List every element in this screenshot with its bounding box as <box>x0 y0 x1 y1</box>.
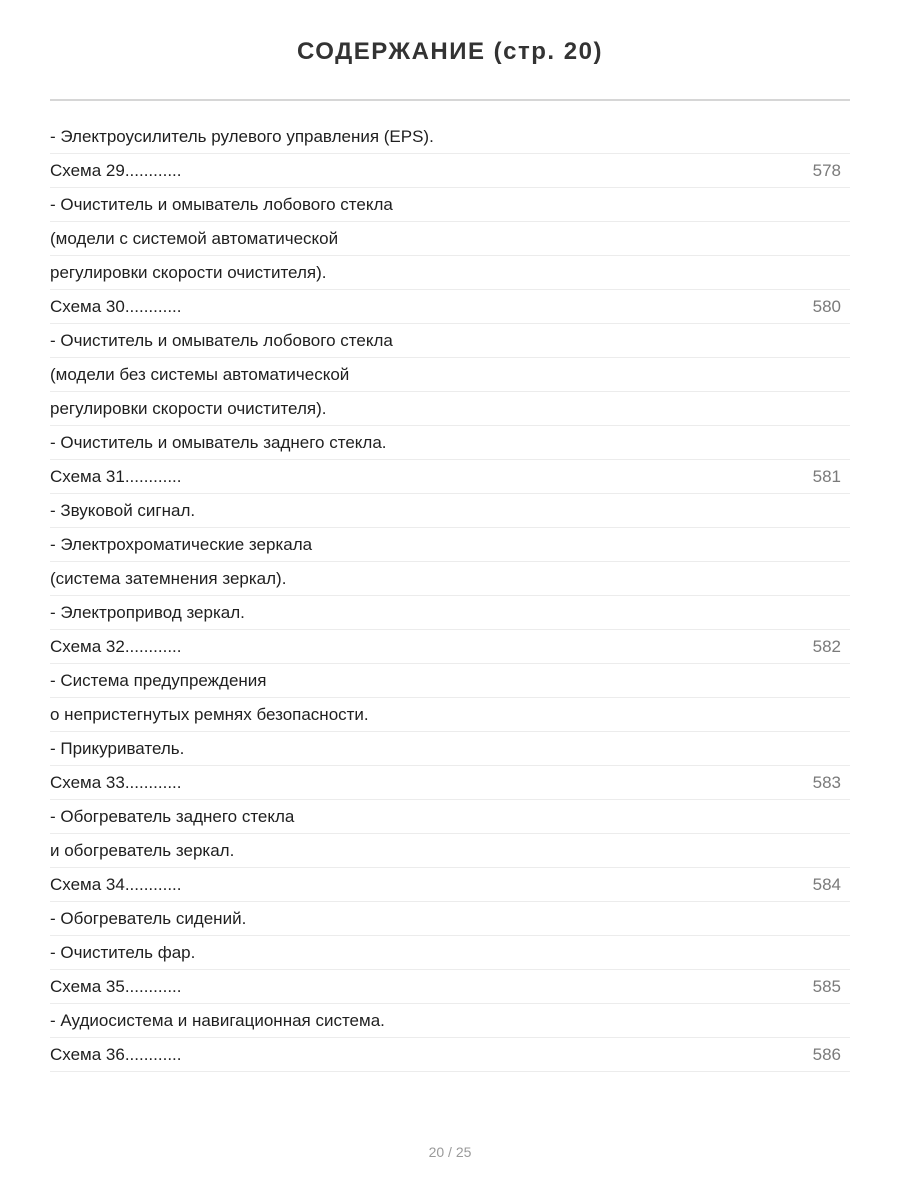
title-divider <box>50 99 850 101</box>
toc-row <box>50 154 850 188</box>
toc-page-number: 580 <box>812 297 841 316</box>
toc-entry-text: - Электропривод зеркал. <box>50 603 245 622</box>
toc-entry-text: - Очиститель и омыватель заднего стекла. <box>50 433 387 452</box>
toc-page-number: 585 <box>812 977 841 996</box>
toc-entry-text: - Обогреватель заднего стекла <box>50 807 295 826</box>
toc-row <box>50 324 850 358</box>
toc-row <box>50 834 850 868</box>
toc-row <box>50 460 850 494</box>
toc-entry-text: Схема 35............ <box>50 977 182 996</box>
toc-entry-text: (модели с системой автоматической <box>50 229 339 248</box>
toc-entry-text: Схема 36............ <box>50 1045 182 1064</box>
toc-entry-text: регулировки скорости очистителя). <box>50 399 327 418</box>
toc-row <box>50 936 850 970</box>
toc-row <box>50 902 850 936</box>
toc-row <box>50 596 850 630</box>
toc-entry-text: и обогреватель зеркал. <box>50 841 235 860</box>
toc-row <box>50 800 850 834</box>
toc-entry-text: - Очиститель и омыватель лобового стекла <box>50 195 393 214</box>
toc-page-number: 586 <box>812 1045 841 1064</box>
toc-entry-text: Схема 31............ <box>50 467 182 486</box>
toc-row <box>50 358 850 392</box>
toc-row <box>50 120 850 154</box>
toc-row <box>50 868 850 902</box>
toc-row <box>50 1038 850 1072</box>
toc-entry-text: - Очиститель фар. <box>50 943 196 962</box>
toc-entry-text: - Аудиосистема и навигационная система. <box>50 1011 385 1030</box>
page-counter: 20 / 25 <box>428 1144 472 1160</box>
toc-entry-text: Схема 33............ <box>50 773 182 792</box>
page-title: СОДЕРЖАНИЕ (стр. 20) <box>297 38 603 65</box>
toc-row <box>50 222 850 256</box>
toc-row <box>50 970 850 1004</box>
toc-row <box>50 698 850 732</box>
toc-row <box>50 426 850 460</box>
toc-entry-text: регулировки скорости очистителя). <box>50 263 327 282</box>
toc-page-number: 581 <box>812 467 841 486</box>
toc-page-number: 583 <box>812 773 841 792</box>
toc-row <box>50 494 850 528</box>
toc-entry-text: Схема 30............ <box>50 297 182 316</box>
toc-entry-text: о непристегнутых ремнях безопасности. <box>50 705 369 724</box>
toc-row <box>50 562 850 596</box>
toc-page-number: 578 <box>812 161 841 180</box>
toc-row <box>50 256 850 290</box>
toc-page-number: 584 <box>812 875 841 894</box>
toc-entry-text: Схема 29............ <box>50 161 182 180</box>
toc-entry-text: - Электроусилитель рулевого управления (EPS). <box>50 127 434 146</box>
toc-row <box>50 766 850 800</box>
toc-row <box>50 392 850 426</box>
toc-row <box>50 528 850 562</box>
toc-page-number: 582 <box>812 637 841 656</box>
toc-entry-text: - Звуковой сигнал. <box>50 501 196 520</box>
toc-entry-text: - Обогреватель сидений. <box>50 909 247 928</box>
table-of-contents <box>50 120 850 1072</box>
toc-entry-text: - Электрохроматические зеркала <box>50 535 313 554</box>
toc-row <box>50 290 850 324</box>
toc-row <box>50 664 850 698</box>
toc-entry-text: Схема 34............ <box>50 875 182 894</box>
toc-entry-text: (модели без системы автоматической <box>50 365 350 384</box>
toc-entry-text: - Очиститель и омыватель лобового стекла <box>50 331 393 350</box>
toc-row <box>50 188 850 222</box>
toc-entry-text: Схема 32............ <box>50 637 182 656</box>
toc-entry-text: - Система предупреждения <box>50 671 267 690</box>
toc-row <box>50 1004 850 1038</box>
toc-entry-text: - Прикуриватель. <box>50 739 185 758</box>
toc-row <box>50 732 850 766</box>
toc-entry-text: (система затемнения зеркал). <box>50 569 287 588</box>
toc-row <box>50 630 850 664</box>
